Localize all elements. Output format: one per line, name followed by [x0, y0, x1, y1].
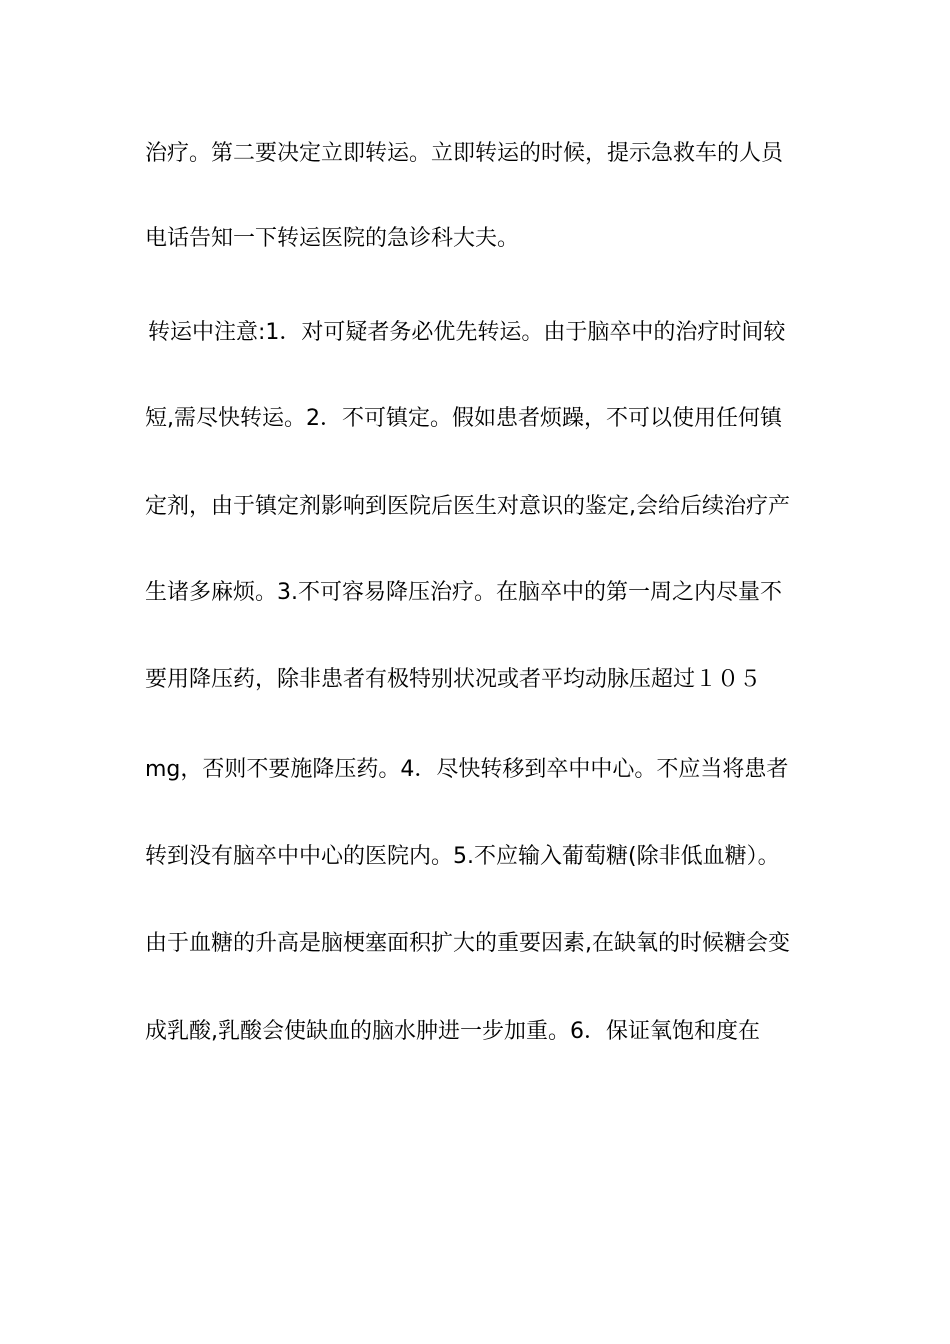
text-line: 定剂，由于镇定剂影响到医院后医生对意识的鉴定,会给后续治疗产	[145, 494, 790, 519]
text-line: 转到没有脑卒中中心的医院内。5.不应输入葡萄糖(除非低血糖）。	[145, 844, 780, 869]
text-line: 由于血糖的升高是脑梗塞面积扩大的重要因素,在缺氧的时候糖会变	[145, 931, 790, 956]
text-line: 短,需尽快转运。2．不可镇定。假如患者烦躁，不可以使用任何镇	[145, 406, 782, 431]
text-line: 成乳酸,乳酸会使缺血的脑水肿进一步加重。6．保证氧饱和度在	[145, 1019, 760, 1044]
text-line: 电话告知一下转运医院的急诊科大夫。	[145, 226, 520, 251]
text-line: 治疗。第二要决定立即转运。立即转运的时候，提示急救车的人员	[145, 141, 784, 166]
text-line: 生诸多麻烦。3.不可容易降压治疗。在脑卒中的第一周之内尽量不	[145, 580, 782, 605]
text-line: 转运中注意:1．对可疑者务必优先转运。由于脑卒中的治疗时间较	[148, 320, 786, 345]
text-line: 要用降压药，除非患者有极特别状况或者平均动脉压超过１０５	[145, 667, 762, 692]
text-line: mg，否则不要施降压药。4．尽快转移到卒中中心。不应当将患者	[145, 757, 789, 782]
